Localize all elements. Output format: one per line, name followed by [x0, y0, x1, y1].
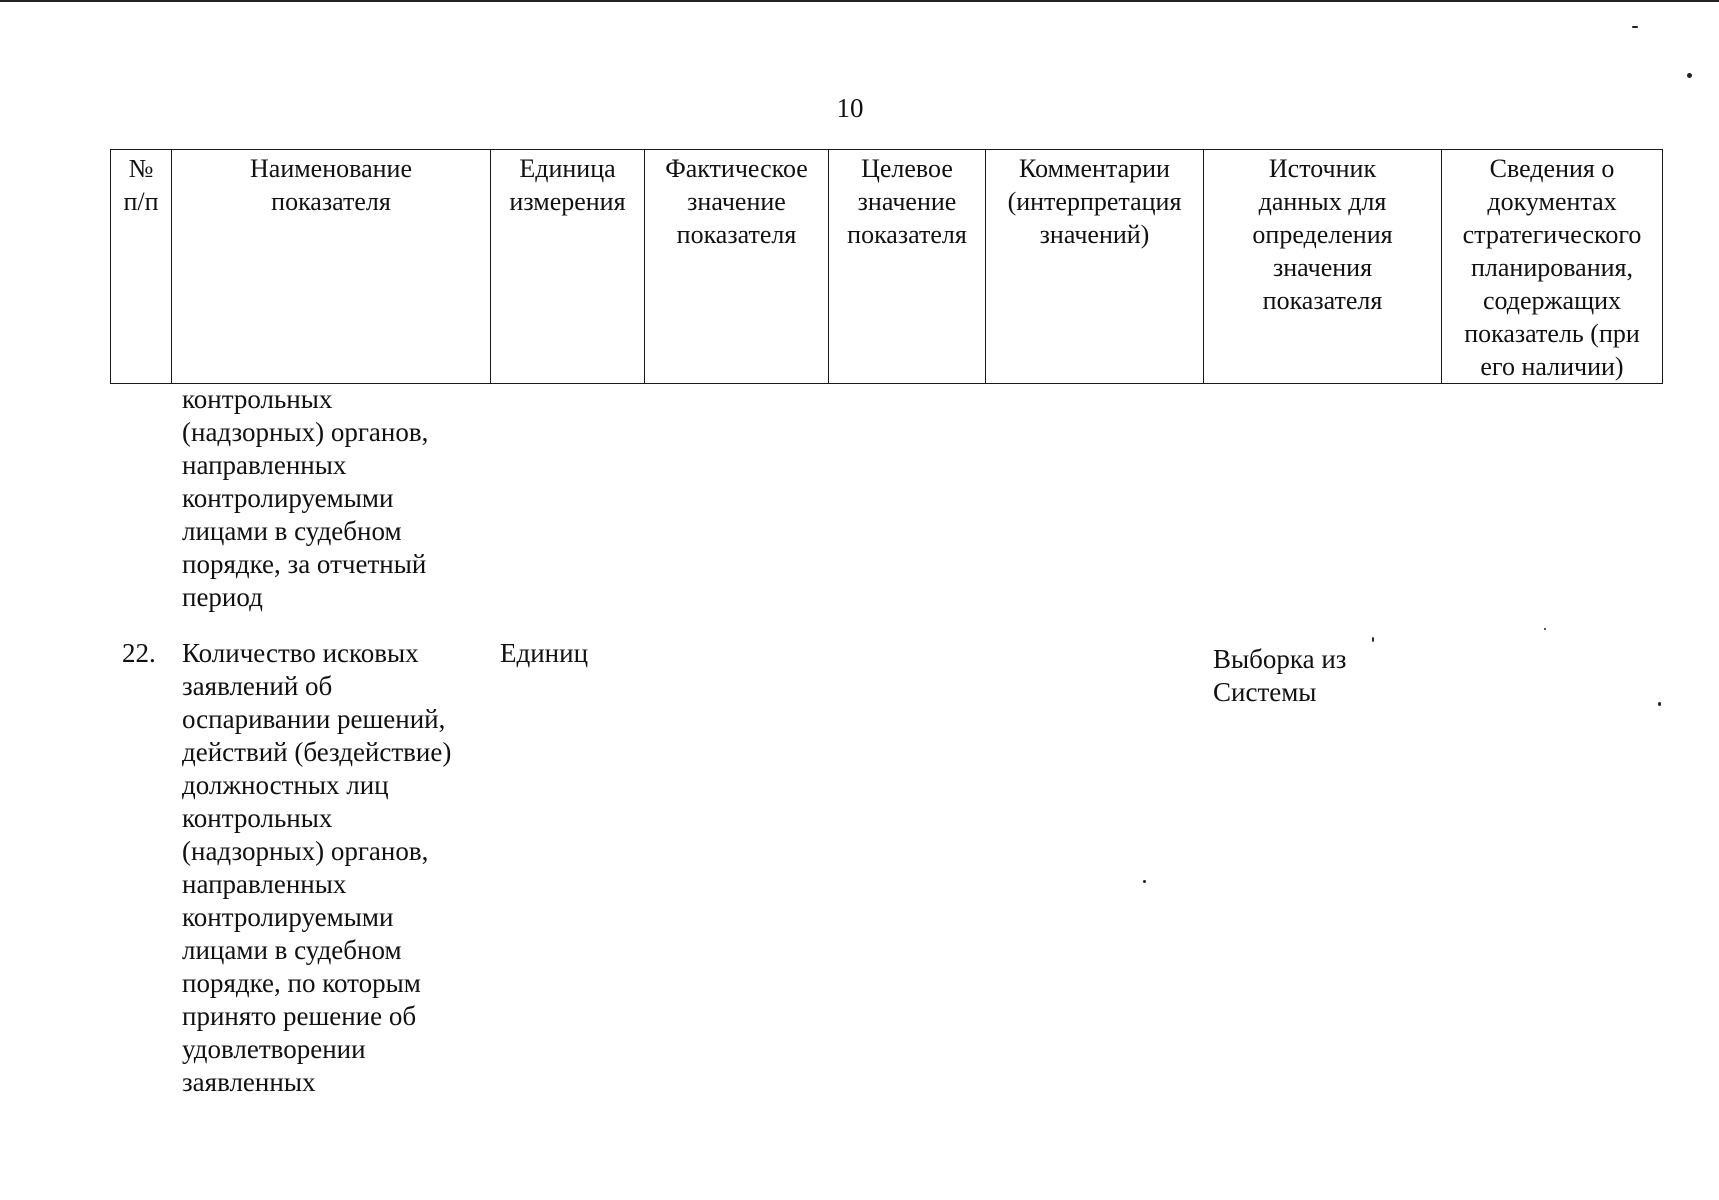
scan-speck [1372, 637, 1374, 642]
scan-speck [1658, 702, 1661, 706]
scan-top-edge [0, 0, 1719, 2]
header-actual-value: Фактическое значение показателя [645, 150, 829, 384]
header-data-source: Источник данных для определения значения показателя [1204, 150, 1442, 384]
header-unit: Единица измерения [491, 150, 645, 384]
scan-speck [1632, 26, 1638, 28]
row-number: 22. [122, 638, 156, 668]
scan-speck [1687, 73, 1692, 78]
scan-speck [1544, 628, 1546, 630]
continued-row-name: контрольных (надзорных) органов, направленных контролируемыми лицами в судебном порядке, за отчетный период [182, 384, 429, 612]
scan-speck [1143, 880, 1146, 883]
row-unit: Единиц [500, 638, 589, 668]
header-strategic-documents: Сведения о документах стратегического планирования, содержащих показатель (при его наличии) [1442, 150, 1663, 384]
page-number: 10 [836, 93, 864, 123]
header-comments: Комментарии (интерпретация значений) [986, 150, 1204, 384]
row-indicator-name: Количество исковых заявлений об оспаривании решений, действий (бездействие) должностных лиц контрольных (надзорных) органов, направленных контролируемыми лицами в судебном порядке, по которым принято решение об удовлетворении заявленных [182, 638, 452, 1097]
indicator-table-header [110, 149, 1663, 384]
header-indicator-name: Наименование показателя [172, 150, 491, 384]
row-data-source: Выборка из Системы [1213, 644, 1347, 707]
header-number: № п/п [111, 150, 172, 384]
header-target-value: Целевое значение показателя [829, 150, 986, 384]
